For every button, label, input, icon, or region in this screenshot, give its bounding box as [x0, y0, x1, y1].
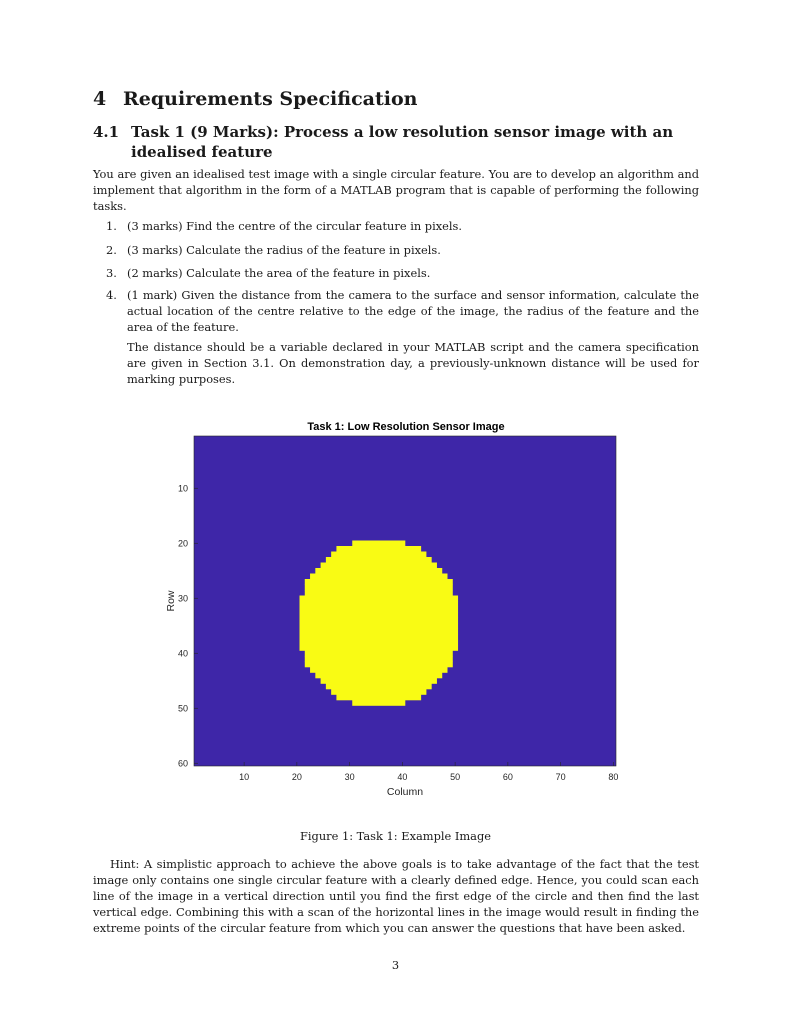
hint-paragraph: Hint: A simplistic approach to achieve the above goals is to take advantage of the fact that the test image only contains one single circular feature with a clearly defined edge. Hence, you could scan each line of the image in a vertical direction until you find the first edge of the circle and then find the last vertical edge. Combining this with a scan of the horizontal lines in the image would result in finding the extreme points of the circular feature from which you can answer the questions that have been asked. — [93, 857, 699, 935]
x-tick-label: 20 — [291, 772, 302, 782]
subsection-title: Task 1 (9 Marks): Process a low resolution sensor image with an idealised feature — [131, 123, 674, 161]
y-tick-label: 50 — [177, 703, 188, 714]
feature-pixel-row — [310, 574, 447, 580]
task-number: 3. — [106, 266, 117, 280]
feature-pixel-row — [305, 651, 453, 657]
sensor-image-chart — [150, 417, 630, 802]
feature-pixel-row — [305, 585, 453, 591]
feature-pixel-row — [300, 645, 459, 651]
task-number: 4. — [106, 288, 117, 302]
x-tick-label: 40 — [397, 772, 408, 782]
section-number: 4 — [93, 88, 107, 110]
task-number: 1. — [106, 219, 117, 233]
feature-pixel-row — [300, 607, 459, 613]
y-tick-label: 20 — [177, 538, 188, 549]
feature-pixel-row — [300, 640, 459, 646]
task-text: (3 marks) Calculate the radius of the feature in pixels. — [127, 243, 441, 257]
feature-pixel-row — [331, 689, 426, 695]
page-number: 3 — [391, 958, 400, 972]
feature-pixel-row — [326, 684, 432, 690]
y-tick-label: 40 — [177, 648, 188, 659]
task-text: (2 marks) Calculate the area of the feature in pixels. — [127, 266, 431, 280]
feature-pixel-row — [315, 673, 442, 679]
feature-pixel-row — [321, 678, 437, 684]
feature-pixel-row — [315, 568, 442, 574]
feature-pixel-row — [336, 546, 421, 552]
feature-pixel-row — [310, 667, 447, 673]
feature-pixel-row — [352, 700, 405, 706]
feature-pixel-row — [300, 618, 459, 624]
task-number: 2. — [106, 243, 117, 257]
x-tick-label: 50 — [450, 772, 461, 782]
x-axis-label: Column — [386, 786, 424, 798]
figure-caption: Figure 1: Task 1: Example Image — [299, 829, 491, 843]
x-tick-label: 10 — [239, 772, 250, 782]
task-text: (3 marks) Find the centre of the circular feature in pixels. — [127, 219, 463, 233]
x-tick-label: 60 — [502, 772, 513, 782]
intro-paragraph: You are given an idealised test image with a single circular feature. You are to develop an algorithm and implement that algorithm in the form of a MATLAB program that is capable of performing the following tasks. — [93, 167, 699, 213]
y-axis-label: Row — [165, 590, 177, 612]
feature-pixel-row — [305, 590, 453, 596]
chart-title: Task 1: Low Resolution Sensor Image — [307, 421, 505, 433]
task-item — [93, 265, 699, 287]
feature-pixel-row — [331, 552, 426, 558]
x-tick-label: 80 — [608, 772, 619, 782]
feature-pixel-row — [305, 579, 453, 585]
feature-pixel-row — [300, 634, 459, 640]
feature-pixel-row — [300, 629, 459, 635]
feature-pixel-row — [326, 557, 432, 563]
y-tick-label: 60 — [177, 758, 188, 769]
subsection-number: 4.1 — [93, 123, 120, 141]
task-list — [93, 218, 699, 387]
feature-pixel-row — [300, 612, 459, 618]
task-note: The distance should be a variable declared in your MATLAB script and the camera specification are given in Section 3.1. On demonstration day, a previously-unknown distance will be used for marking purposes. — [127, 340, 699, 386]
feature-pixel-row — [300, 623, 459, 629]
task-text: (1 mark) Given the distance from the camera to the surface and sensor information, calculate the actual location of the centre relative to the edge of the image, the radius of the feature and the area of the feature. — [127, 288, 699, 334]
task-item — [93, 242, 699, 265]
y-tick-label: 10 — [177, 483, 188, 494]
section-title: Requirements Specification — [123, 88, 418, 110]
task-item — [93, 218, 699, 242]
y-tick-label: 30 — [177, 593, 188, 604]
subsection-heading — [93, 122, 703, 162]
section-heading — [93, 88, 417, 110]
x-tick-label: 70 — [555, 772, 566, 782]
feature-pixel-row — [305, 656, 453, 662]
feature-pixel-row — [305, 662, 453, 668]
task-item — [93, 287, 699, 387]
circular-feature — [300, 541, 459, 706]
feature-pixel-row — [321, 563, 437, 569]
feature-pixel-row — [300, 596, 459, 602]
feature-pixel-row — [300, 601, 459, 607]
figure-chart — [150, 417, 630, 802]
x-tick-label: 30 — [344, 772, 355, 782]
feature-pixel-row — [336, 695, 421, 701]
feature-pixel-row — [352, 541, 405, 547]
